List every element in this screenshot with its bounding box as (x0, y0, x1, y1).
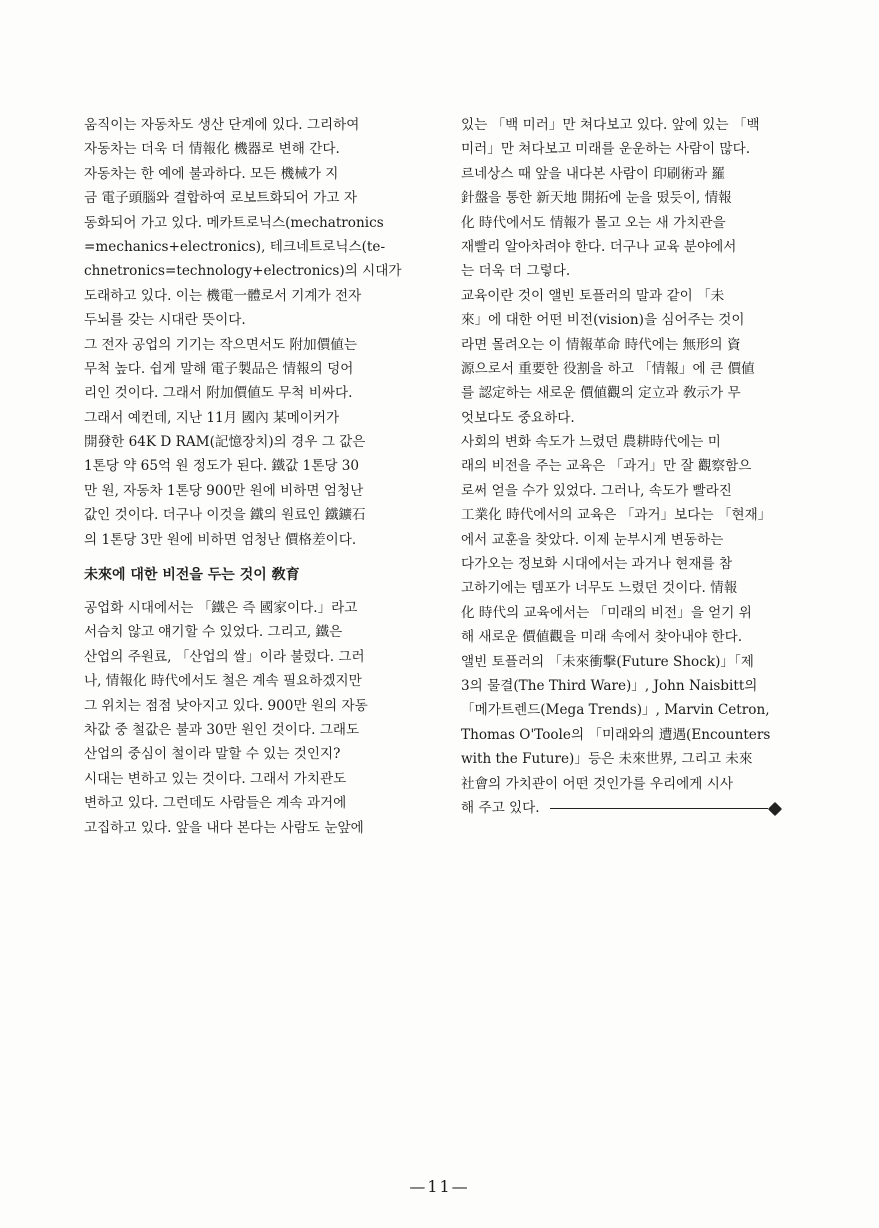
text-line: 리인 것이다. 그래서 附加價値도 무척 비싸다. (84, 385, 353, 402)
text-line: Thomas O'Toole의 「미래와의 遭遇(Encounters (461, 726, 771, 743)
closing-text: 해 주고 있다. (461, 799, 540, 816)
text-line: 는 더욱 더 그렇다. (461, 263, 571, 280)
text-line: 무척 높다. 쉽게 말해 電子製品은 情報의 덩어 (84, 360, 354, 377)
end-diamond-icon (768, 802, 782, 816)
text-line: 공업화 시대에서는 「鐵은 즉 國家이다.」라고 (84, 600, 358, 617)
text-line: 來」에 대한 어떤 비전(vision)을 심어주는 것이 (461, 312, 745, 329)
text-line: 源으로서 重要한 役割을 하고 「情報」에 큰 價値 (461, 360, 755, 377)
text-line: 고집하고 있다. 앞을 내다 본다는 사람도 눈앞에 (84, 819, 364, 836)
text-line: 1톤당 약 65억 원 정도가 된다. 鐵값 1톤당 30 (84, 458, 360, 475)
text-line: 두뇌를 갖는 시대란 뜻이다. (84, 312, 246, 329)
end-mark (550, 796, 780, 820)
text-line: 針盤을 통한 新天地 開拓에 눈을 떴듯이, 情報 (461, 190, 732, 207)
text-line: 開發한 64K D RAM(記憶장치)의 경우 그 값은 (84, 434, 366, 451)
text-line: 다가오는 정보화 시대에서는 과거나 현재를 참 (461, 556, 733, 573)
text-line: 산업의 주원료, 「산업의 쌀」이라 불렀다. 그러 (84, 648, 365, 665)
text-line: 나, 情報化 時代에서도 철은 계속 필요하겠지만 (84, 673, 362, 690)
text-line: 미러」만 쳐다보고 미래를 운운하는 사람이 많다. (461, 141, 751, 158)
right-paragraph-block (461, 113, 811, 796)
text-line: 「메가트렌드(Mega Trends)」, Marvin Cetron, (461, 702, 770, 719)
text-line: 社會의 가치관이 어떤 것인가를 우리에게 시사 (461, 775, 734, 792)
text-line: 를 認定하는 새로운 價値觀의 定立과 敎示가 무 (461, 385, 741, 402)
text-line: 엇보다도 중요하다. (461, 409, 575, 426)
text-line: 자동차는 더욱 더 情報化 機器로 변해 간다. (84, 141, 340, 158)
left-paragraph-block-1 (84, 113, 429, 552)
text-line: 값인 것이다. 더구나 이것을 鐵의 원료인 鐵鑛石 (84, 507, 366, 524)
text-line: 교육이란 것이 앨빈 토플러의 말과 같이 「未 (461, 287, 725, 304)
text-line: 시대는 변하고 있는 것이다. 그래서 가치관도 (84, 770, 347, 787)
text-line: 로써 얻을 수가 있었다. 그러나, 속도가 빨라진 (461, 482, 732, 499)
text-line: 그 위치는 점점 낮아지고 있다. 900만 원의 자동 (84, 697, 368, 714)
text-line: 르네상스 때 앞을 내다본 사람이 印刷術과 羅 (461, 165, 726, 182)
text-line: 서슴치 않고 얘기할 수 있었다. 그리고, 鐵은 (84, 624, 343, 641)
closing-line (461, 796, 811, 820)
section-heading: 未來에 대한 비전을 두는 것이 敎育 (84, 567, 300, 584)
left-column (84, 113, 429, 840)
text-line: 고하기에는 템포가 너무도 느렸던 것이다. 情報 (461, 580, 738, 597)
text-line: 化 時代에서도 情報가 몰고 오는 새 가치관을 (461, 214, 726, 231)
text-line: 움직이는 자동차도 생산 단계에 있다. 그리하여 (84, 117, 360, 133)
page-number: —11— (409, 1177, 470, 1196)
text-line: 변하고 있다. 그런데도 사람들은 계속 과거에 (84, 795, 347, 812)
text-line: =mechanics+electronics), 테크네트로닉스(te- (84, 238, 386, 255)
text-line: 자동차는 한 예에 불과하다. 모든 機械가 지 (84, 165, 339, 182)
text-line: with the Future)」등은 未來世界, 그리고 未來 (461, 751, 753, 768)
right-column (461, 113, 811, 820)
text-line: 앨빈 토플러의 「未來衝擊(Future Shock)」「제 (461, 653, 754, 670)
text-line: 에서 교훈을 찾았다. 이제 눈부시게 변동하는 (461, 531, 724, 548)
text-line: 있는 「백 미러」만 쳐다보고 있다. 앞에 있는 「백 (461, 117, 760, 133)
text-line: 해 새로운 價値觀을 미래 속에서 찾아내야 한다. (461, 629, 743, 646)
text-line: 그래서 예컨데, 지난 11月 國內 某메이커가 (84, 409, 340, 426)
text-line: 만 원, 자동차 1톤당 900만 원에 비하면 엄청난 (84, 482, 364, 499)
text-line: 차값 중 철값은 불과 30만 원인 것이다. 그래도 (84, 721, 360, 738)
text-line: 의 1톤당 3만 원에 비하면 엄청난 價格差이다. (84, 531, 357, 548)
text-line: 化 時代의 교육에서는 「미래의 비전」을 얻기 위 (461, 604, 752, 621)
text-line: chnetronics=technology+electronics)의 시대가 (84, 263, 402, 280)
text-line: 재빨리 알아차려야 한다. 더구나 교육 분야에서 (461, 238, 737, 255)
text-line: 라면 몰려오는 이 情報革命 時代에는 無形의 資 (461, 336, 741, 353)
text-line: 그 전자 공업의 기기는 작으면서도 附加價値는 (84, 336, 357, 353)
text-line: 3의 물결(The Third Ware)」, John Naisbitt의 (461, 677, 758, 694)
text-line: 사회의 변화 속도가 느렸던 農耕時代에는 미 (461, 434, 721, 451)
end-rule (550, 808, 768, 809)
text-line: 래의 비전을 주는 교육은 「과거」만 잘 觀察함으 (461, 458, 752, 475)
text-line: 동화되어 가고 있다. 메카트로닉스(mechatronics (84, 214, 384, 231)
text-line: 工業化 時代에서의 교육은 「과거」보다는 「현재」 (461, 507, 772, 524)
text-line: 금 電子頭腦와 결합하여 로보트화되어 가고 자 (84, 190, 357, 207)
text-line: 도래하고 있다. 이는 機電一體로서 기계가 전자 (84, 287, 362, 304)
left-paragraph-block-2 (84, 596, 429, 840)
text-line: 산업의 중심이 철이라 말할 수 있는 것인지? (84, 746, 341, 763)
